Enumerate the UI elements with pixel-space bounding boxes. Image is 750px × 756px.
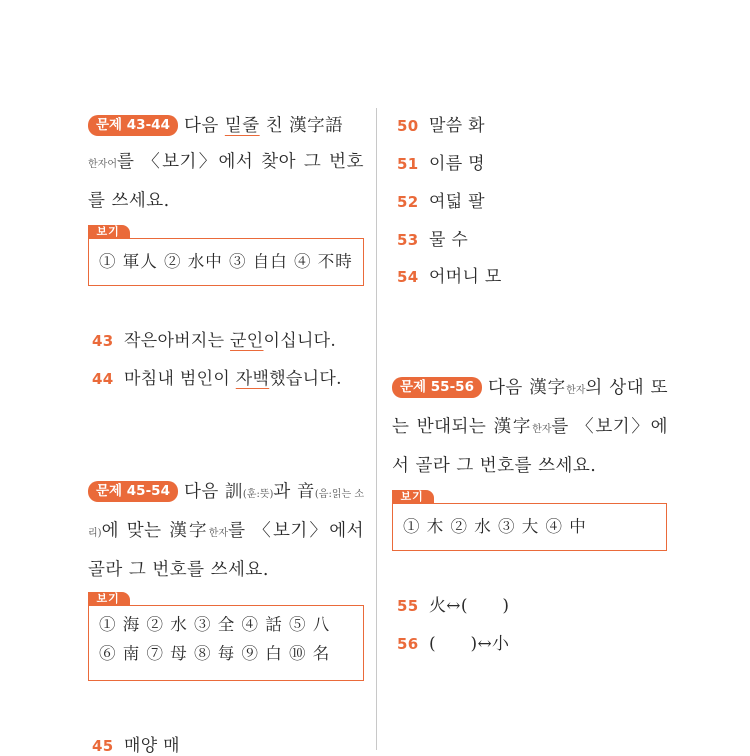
bogi-options-row-2: ⑥ 南 ⑦ 母 ⑧ 每 ⑨ 白 ⑩ 名 xyxy=(99,644,331,663)
problem-label: 문제 45-54 xyxy=(88,481,178,502)
problem-label: 문제 43-44 xyxy=(88,115,178,136)
question-number: 52 xyxy=(397,193,419,211)
question-number: 43 xyxy=(92,332,114,350)
question-43: 43 작은아버지는 군인이십니다. xyxy=(92,331,337,351)
section-45-54 xyxy=(88,474,364,588)
instruction-55-56: 문제 55-56 다음 漢字한자의 상대 또는 반대되는 漢字한자를 〈보기〉에서 골라 그 번호를 쓰세요. xyxy=(392,378,669,476)
bogi-tag: 보기 xyxy=(88,592,130,606)
question-44: 44 마침내 범인이 자백했습니다. xyxy=(92,369,342,389)
bogi-options-row-1: ① 海 ② 水 ③ 全 ④ 話 ⑤ 八 xyxy=(99,615,331,634)
problem-label: 문제 55-56 xyxy=(392,377,482,398)
question-55: 55 火↔( ) xyxy=(397,596,510,616)
bogi-box-55-56 xyxy=(392,490,667,551)
instruction-43-44: 문제 43-44 다음 밑줄 친 漢字語 한자어를 〈보기〉에서 찾아 그 번호를 쓰세요. xyxy=(88,116,364,211)
question-number: 45 xyxy=(92,737,114,755)
question-number: 53 xyxy=(397,231,419,249)
question-number: 55 xyxy=(397,597,419,615)
question-number: 44 xyxy=(92,370,114,388)
question-54: 54 어머니 모 xyxy=(397,267,502,287)
column-divider xyxy=(376,108,377,750)
question-52: 52 여덟 팔 xyxy=(397,192,485,212)
section-55-56 xyxy=(392,370,668,484)
instruction-45-54: 문제 45-54 다음 訓(훈:뜻)과 音(음:읽는 소리)에 맞는 漢字한자를 〈보기〉에서 골라 그 번호를 쓰세요. xyxy=(88,482,365,580)
bogi-tag: 보기 xyxy=(392,490,434,504)
question-45: 45 매양 매 xyxy=(92,736,180,756)
question-50: 50 말씀 화 xyxy=(397,116,485,136)
question-number: 51 xyxy=(397,155,419,173)
question-number: 54 xyxy=(397,268,419,286)
section-43-44 xyxy=(88,108,364,219)
bogi-tag: 보기 xyxy=(88,225,130,239)
question-53: 53 물 수 xyxy=(397,230,469,250)
question-number: 50 xyxy=(397,117,419,135)
question-51: 51 이름 명 xyxy=(397,154,485,174)
bogi-options: ① 軍人 ② 水中 ③ 自白 ④ 不時 xyxy=(99,252,353,271)
question-56: 56 ( )↔小 xyxy=(397,634,510,654)
bogi-box-43-44 xyxy=(88,225,364,286)
bogi-box-45-54 xyxy=(88,592,364,681)
bogi-options: ① 木 ② 水 ③ 大 ④ 中 xyxy=(403,517,587,536)
question-number: 56 xyxy=(397,635,419,653)
